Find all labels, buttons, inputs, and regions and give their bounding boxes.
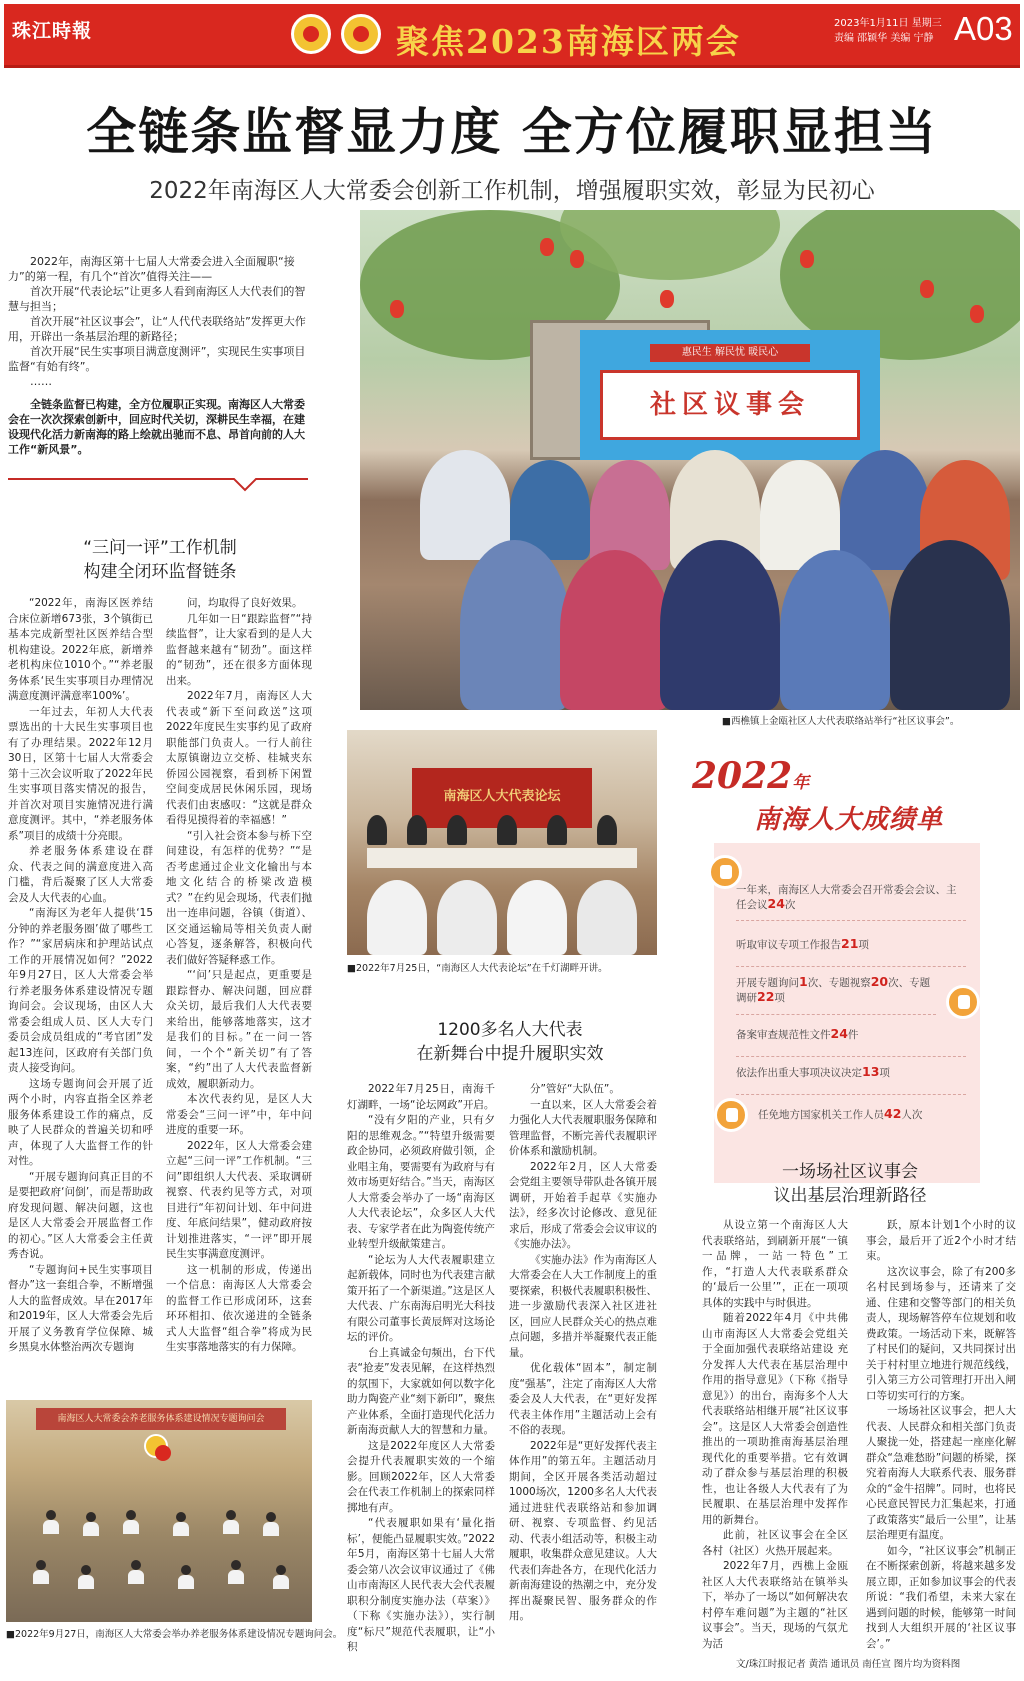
section3-column-1 [702, 1218, 848, 1648]
body-paragraph: 这场专题询问会开展了近两个小时，内容直指全区养老服务体系建设工作的痛点，反映了人民群众的普遍关切和呼声，体现了人大监督工作的针对性。 [8, 1077, 153, 1167]
section-title-line: “三问一评”工作机制 [83, 538, 237, 558]
section2-column-2 [509, 1082, 657, 1672]
body-paragraph: “开展专题询问真正目的不是要把政府‘问倒’，而是帮助政府发现问题、解决问题，这也是区人大常委会开展监督工作的初心。”区人大常委会主任黄秀杏说。 [8, 1170, 153, 1260]
forum-screen: 南海区人大代表论坛 [412, 768, 592, 828]
people-icon [714, 1098, 748, 1132]
section-title-line: 1200多名人大代表 [437, 1020, 583, 1040]
national-emblem-icon [291, 14, 331, 54]
page-number: A03 [954, 10, 1013, 47]
lead-paragraph: …… [30, 375, 52, 388]
section-title-line: 一场场社区议事会 [782, 1162, 918, 1182]
body-paragraph: 2022年，区人大常委会建立起“三问一评”工作机制。“三问”即组织人大代表、采取调研视察、代表约见等方式，对项目进行“年初问计划、年中问进度、年底问结果”，健动政府按计划推进落实，“一评”即开展民生实事满意度测评。 [166, 1139, 312, 1260]
body-paragraph: “论坛为人大代表履职建立起新载体，同时也为代表建言献策开拓了一个新渠道。”这是区人大代表、广东南海启明光大科技有限公司董事长黄辰辉对这场论坛的评价。 [347, 1253, 495, 1343]
section2-column-1 [347, 1082, 495, 1672]
body-paragraph: 随着2022年4月《中共佛山市南海区人大常委会党组关于全面加强代表联络站建设 充分发挥人大代表在基层治理中作用的指导意见》（下称《指导意见》）的出台，南海多个人大代表联络站相继开展“社区议事会”。这是区人大常委会创造性推出的一项助推南海基层治理现代化的重要举措。它有效调动了群众参与基层治理的积极性，也让各级人大代表有了为民履职、在基层治理中发挥作用的新舞台。 [702, 1312, 848, 1526]
editor-credit: 责编 邵颖华 美编 宁静 [834, 33, 934, 44]
photo-caption: ■2022年7月25日，“南海区人大代表论坛”在千灯湖畔开讲。 [347, 963, 608, 974]
score-item: 听取审议专项工作报告21项 [736, 937, 966, 967]
stage-backdrop [580, 330, 880, 460]
score-item: 备案审查规范性文件24件 [736, 1027, 966, 1057]
section-banner: 聚焦2023南海区两会 [396, 22, 741, 61]
body-paragraph: 一年过去，年初人大代表票选出的十大民生实事项目也有了办理结果。2022年12月30日，区第十七届人大常委会第十三次会议听取了2022年民生实事项目落实情况的报告，并首次对项目实施情况进行满意度测评。其中，“养老服务体系”项目的成绩十分亮眼。 [8, 705, 153, 842]
year-suffix: 年 [792, 773, 810, 793]
paper-name: 珠江時報 [12, 20, 93, 42]
photo-hearing [6, 1400, 312, 1622]
body-paragraph: 从设立第一个南海区人大代表联络站，到刷新开展“一镇一品牌，一站一特色”工作，“打造人大代表联系群众的‘最后一公里’”，正在一项项具体的实践中与时俱进。 [702, 1219, 848, 1309]
body-paragraph: 一直以来，区人大常委会着力强化人大代表履职服务保障和管理监督，不断完善代表履职评价体系和激励机制。 [509, 1098, 657, 1157]
body-paragraph: 本次代表约见，是区人大常委会“三问一评”中，年中问进度的重要一环。 [166, 1093, 312, 1136]
body-paragraph: 养老服务体系建设在群众、代表之间的满意度进入高门槛，背后凝聚了区人大常委会及人大代表的心血。 [8, 845, 153, 904]
photo-community-meeting [360, 210, 1020, 710]
scorecard-title: 南海人大成绩单 [754, 805, 944, 835]
score-item: 依法作出重大事项决议决定13项 [736, 1065, 966, 1095]
photo-caption: ■2022年9月27日，南海区人大常委会举办养老服务体系建设情况专题询问会。 [6, 1629, 343, 1640]
body-paragraph: “专题询问+民生实事项目督办”这一套组合拳，不断增强人大的监督成效。早在2017年和2019年，区人大常委会先后开展了义务教育学位保障、城乡黑臭水体整治两次专题询 [8, 1263, 153, 1353]
score-item: 任免地方国家机关工作人员42人次 [758, 1106, 923, 1121]
body-paragraph: 台上真诚金句频出，台下代表“抢麦”发表见解，在这样热烈的氛围下，大家就如何以数字化助力陶瓷产业“刻下新印”，聚焦产业体系，全面打造现代化活力新南海贡献人大的智慧和力量。 [347, 1346, 495, 1436]
issue-date: 2023年1月11日 星期三 [834, 18, 942, 29]
body-paragraph: 2022年7月，南海区人大代表或“新下至问政送”这项2022年度民生实事约见了政府职能部门负责人。一行人前往太原镇谢边立交桥、桂城夹东侨园公园视察，看到桥下闲置空间变成居民休闲乐园，现场代表们由衷感叹：“这就是群众看得见摸得着的幸福感！” [166, 690, 312, 826]
body-paragraph: 2022年是“更好发挥代表主体作用”的第五年。主题活动月期间，全区开展各类活动超过1000场次，1200多名人大代表通过进驻代表联络站和参加调研、视察、专项监督、约见活动、代表小组活动等，积极主动履职，收集群众意见建议。人大代表们奔赴各方，在现代化活力新南海建设的热潮之中，充分发挥出凝聚民智、服务群众的作用。 [509, 1439, 657, 1622]
section1-column-2 [166, 596, 312, 1396]
body-paragraph: 分”管好“大队伍”。 [530, 1083, 620, 1095]
score-item: 开展专题询问1次、专题视察20次、专题调研22项 [736, 975, 936, 1015]
body-paragraph: “没有夕阳的产业，只有夕阳的思维观念。”“特望升级需要政企协同，必须政府做引领，企业唱主角，要需要有为政府与有效市场更好结合。”当天，南海区人大常委会举办了一场“南海区人大代表论坛”，众多区人大代表、专家学者在此为陶瓷传统产业转型升级献策建言。 [347, 1114, 495, 1250]
body-paragraph: 几年如一日“跟踪监督”“持续监督”，让大家看到的是人大监督越来越有“韧劲”。面这样的“韧劲”，还在很多方面体现出来。 [166, 612, 312, 687]
divider [8, 478, 308, 480]
scorecard [692, 755, 980, 1185]
masthead [4, 4, 1020, 68]
body-paragraph: 这是2022年度区人大常委会提升代表履职实效的一个缩影。回顾2022年，区人大常委会在代表工作机制上的探索同样掷地有声。 [347, 1439, 495, 1514]
lead-text [8, 254, 308, 457]
section3-column-2 [866, 1218, 1016, 1648]
body-paragraph: 《实施办法》作为南海区人大常委会在人大工作制度上的重要探索，积极代表履职积极性、进一步激励代表深入社区进社区，回应人民群众关心的热点难点问题，多措并举凝聚代表正能量。 [509, 1253, 657, 1359]
lead-closing: 全链条监督已构建，全方位履职正实现。南海区人大常委会在一次次探索创新中，回应时代关切，深耕民生幸福，在建设现代化活力新南海的路上绘就出驰而不息、昂首向前的人大工作“新风景”。 [8, 398, 305, 456]
body-paragraph: 一场场社区议事会，把人大代表、人民群众和相关部门负责人聚拢一处，搭建起一座座化解群众“急难愁盼”问题的桥梁，探究着南海人大联系代表、服务群众的“金牛招牌”。同时，也将民心民意民智民力汇集起来，打通了政策落实“最后一公里”，让基层治理更有温度。 [866, 1405, 1016, 1541]
lead-paragraph: 2022年，南海区第十七届人大常委会进入全面履职“接力”的第一程，有几个“首次”值得关注—— [8, 255, 295, 283]
byline: 文/珠江时报记者 黄浩 通讯员 南任宣 图片均为资料图 [736, 1659, 961, 1670]
scorecard-year [692, 755, 809, 797]
body-paragraph: “南海区为老年人提供‘15分钟的养老服务圈’做了哪些工作？”“家居病床和护理站试点工作的开展情况如何？”2022年9月27日，区人大常委会举行养老服务体系建设情况专题询问会。会议现场，由区人大常委会组成人员、区人大专门委员会成员组成的“考官团”发起13连问，区政府有关部门负责人接受询问。 [8, 907, 153, 1074]
body-paragraph: 2022年7月，西樵上金瓯社区人大代表联络站在镇举头下，举办了一场以“如何解决农村停车难问题”为主题的“社区议事会”。当天，现场的气氛尤为活 [702, 1560, 848, 1650]
body-paragraph: 优化载体“固本”，制定制度“强基”，注定了南海区人大常委会及人大代表，在“更好发挥代表主体作用”主题活动上会有不俗的表现。 [509, 1362, 657, 1436]
chevron-down-icon [233, 478, 257, 492]
section-title-line: 在新舞台中提升履职实效 [416, 1044, 604, 1064]
body-paragraph: 2022年7月25日，南海千灯湖畔，一场“论坛网政”开启。 [347, 1083, 495, 1111]
body-paragraph: 2022年2月，区人大常委会党组主要领导带队赴各镇开展调研，开始着手起草《实施办法》，经多次讨论修改、意见征求后，形成了常委会会议审议的《实施办法》。 [509, 1160, 657, 1250]
year-number: 2022 [692, 755, 793, 797]
photo-caption: ■西樵镇上金瓯社区人大代表联络站举行“社区议事会”。 [722, 716, 960, 727]
photo-forum [347, 730, 657, 955]
section-title-line: 构建全闭环监督链条 [83, 562, 237, 582]
scorecard-card [714, 843, 980, 1183]
body-paragraph: 跃，原本计划1个小时的议事会，最后开了近2个小时才结束。 [866, 1219, 1016, 1262]
lead-paragraph: 首次开展“社区议事会”，让“人代代表联络站”发挥更大作用，开辟出一条基层治理的新路径； [8, 315, 306, 343]
headline: 全链条监督显力度 全方位履职显担当 [86, 103, 938, 161]
stage-tag: 惠民生 解民忧 暖民心 [650, 344, 810, 362]
subheadline: 2022年南海区人大常委会创新工作机制，增强履职实效，彰显为民初心 [149, 178, 875, 204]
body-paragraph: “代表履职如果有‘量化指标’，便能凸显履职实效。”2022年5月，南海区第十七届人大常委会第八次会议审议通过了《佛山市南海区人民代表大会代表履职积分制度实施办法（草案）》（下称《实施办法》），实行制度“标尺”规范代表履职，让“小积 [347, 1517, 495, 1653]
body-paragraph: “‘问’只是起点，更重要是跟踪督办、解决问题，回应群众关切，最后我们人大代表要来给出，能够落地落实，这才是我们的目标。”在一问一答间，一个个“新关切”有了答案，“约”出了人大代表监督新成效，履职新动力。 [166, 969, 312, 1090]
hall-banner: 南海区人大常委会养老服务体系建设情况专题询问会 [36, 1408, 286, 1430]
score-item: 一年来，南海区人大常委会召开常委会会议、主任会议24次 [736, 883, 966, 921]
section1-column-1 [8, 596, 153, 1396]
stage-sign: 社区议事会 [600, 370, 860, 440]
body-paragraph: “2022年，南海区医养结合床位新增673张，3个镇街已基本完成新型社区医养结合型机构建设。2022年底，新增养老机构床位1010个。”“养老服务体系‘民生实事项目办理情况满意度测评满意率100%’。 [8, 597, 153, 702]
body-paragraph: 这次议事会，除了有200多名村民到场参与，还请来了交通、住建和交警等部门的相关负责人，现场解答停车位规划和收费政策。一场活动下来，既解答了村民们的疑问，又共同探讨出关于村村里立地进行规范线线，引入第三方公司管理打开出入闸口等切实可行的方案。 [866, 1265, 1016, 1402]
body-paragraph: 如今，“社区议事会”机制正在不断探索创新，将越来越多发展立即，正如参加议事会的代表所说：“我们希望，未来大家在遇到问题的时候，能够第一时间找到人大组织开展的‘社区议事会’。” [866, 1544, 1016, 1650]
lead-paragraph: 首次开展“民生实事项目满意度测评”，实现民生实事项目监督“有始有终”。 [8, 345, 306, 373]
dateline [834, 16, 942, 46]
lead-paragraph: 首次开展“代表论坛”让更多人看到南海区人大代表们的智慧与担当； [8, 285, 306, 313]
body-paragraph: “引入社会资本参与桥下空间建设，有怎样的优势？”“是否考虑通过企业文化输出与本地文化结合的桥梁改造模式？”在约见会现场，代表们抛出一连串问题，谷镇（街道）、区交通运输局等相关负责人耐心答复，逐条解答，积极向代表们做好答疑释惑工作。 [166, 829, 312, 966]
cppcc-emblem-icon [341, 14, 381, 54]
chat-bubble-icon [946, 985, 980, 1019]
body-paragraph: 此前，社区议事会在全区各村（社区）火热开展起来。 [702, 1529, 848, 1557]
body-paragraph: 问，均取得了良好效果。 [187, 597, 303, 609]
section-title-3 [740, 1160, 960, 1208]
section-title-line: 议出基层治理新路径 [773, 1186, 927, 1206]
section-title-1 [60, 536, 260, 584]
body-paragraph: 这一机制的形成，传递出一个信息：南海区人大常委会的监督工作已形成闭环，这套环环相扣、依次递进的全链条式人大监督“组合拳”将成为民生实事落地落实的有力保障。 [166, 1263, 312, 1353]
section-title-2 [400, 1018, 620, 1066]
national-emblem-icon [144, 1434, 168, 1458]
